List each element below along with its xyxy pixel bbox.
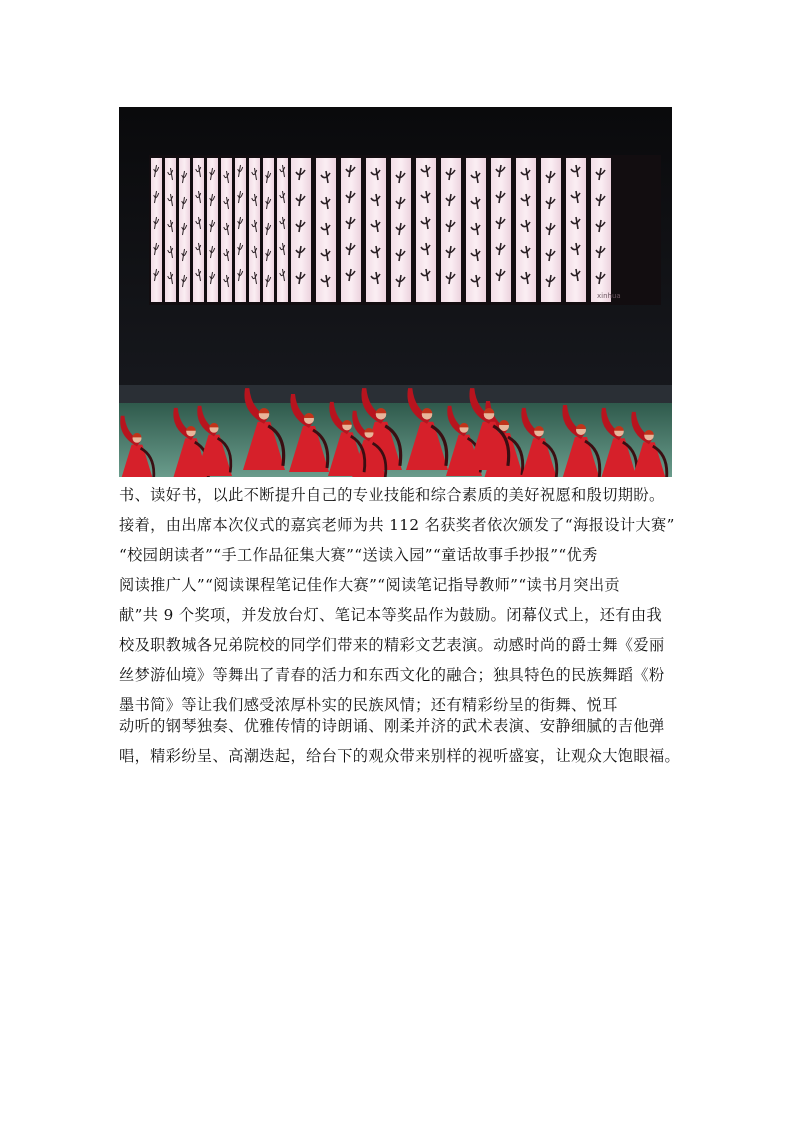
paragraph-line: 校及职教城各兄弟院校的同学们带来的精彩文艺表演。动感时尚的爵士舞《爱丽: [119, 636, 665, 654]
paragraph-line: 接着，由出席本次仪式的嘉宾老师为共 112 名获奖者依次颁发了“海报设计大赛”: [119, 516, 675, 534]
calligraphy-scroll: [193, 158, 204, 302]
calligraphy-scroll: [416, 158, 436, 302]
paragraph-line: 动听的钢琴独奏、优雅传情的诗朗诵、刚柔并济的武术表演、安静细腻的吉他弹: [119, 717, 665, 735]
paragraph-line: 阅读推广人”“阅读课程笔记佳作大赛”“阅读笔记指导教师”“读书月突出贡: [119, 576, 621, 594]
performance-photo: [119, 107, 672, 477]
calligraphy-scroll: [291, 158, 311, 302]
calligraphy-scroll: [207, 158, 218, 302]
paragraph-line: 丝梦游仙境》等舞出了青春的活力和东西文化的融合；独具特色的民族舞蹈《粉: [119, 666, 665, 684]
calligraphy-scroll: [516, 158, 536, 302]
paragraph-line: 唱，精彩纷呈、高潮迭起，给台下的观众带来别样的视听盛宴，让观众大饱眼福。: [119, 747, 681, 765]
paragraph-2: [119, 711, 679, 771]
calligraphy-scroll: [341, 158, 361, 302]
paragraph-line: 献”共 9 个奖项，并发放台灯、笔记本等奖品作为鼓励。闭幕仪式上，还有由我: [119, 606, 663, 624]
scroll-signature: xinhua: [597, 292, 621, 300]
calligraphy-scroll: [165, 158, 176, 302]
calligraphy-scroll: [221, 158, 232, 302]
calligraphy-scroll: [151, 158, 162, 302]
calligraphy-scroll: [441, 158, 461, 302]
paragraph-line: “校园朗读者”“手工作品征集大赛”“送读入园”“童话故事手抄报”“优秀: [119, 546, 598, 564]
paragraph-line: 书、读好书，以此不断提升自己的专业技能和综合素质的美好祝愿和殷切期盼。: [119, 486, 665, 504]
calligraphy-scroll: [366, 158, 386, 302]
calligraphy-scroll: [249, 158, 260, 302]
calligraphy-scroll: [491, 158, 511, 302]
calligraphy-scroll: [179, 158, 190, 302]
calligraphy-scroll: [235, 158, 246, 302]
paragraph-1: [119, 480, 679, 720]
calligraphy-scroll: [566, 158, 586, 302]
calligraphy-scroll: [591, 158, 611, 302]
photo-illustration: [119, 107, 672, 477]
calligraphy-scroll: [263, 158, 274, 302]
paragraph-line: 墨书简》等让我们感受浓厚朴实的民族风情；还有精彩纷呈的街舞、悦耳: [119, 696, 618, 714]
calligraphy-scroll: [277, 158, 288, 302]
